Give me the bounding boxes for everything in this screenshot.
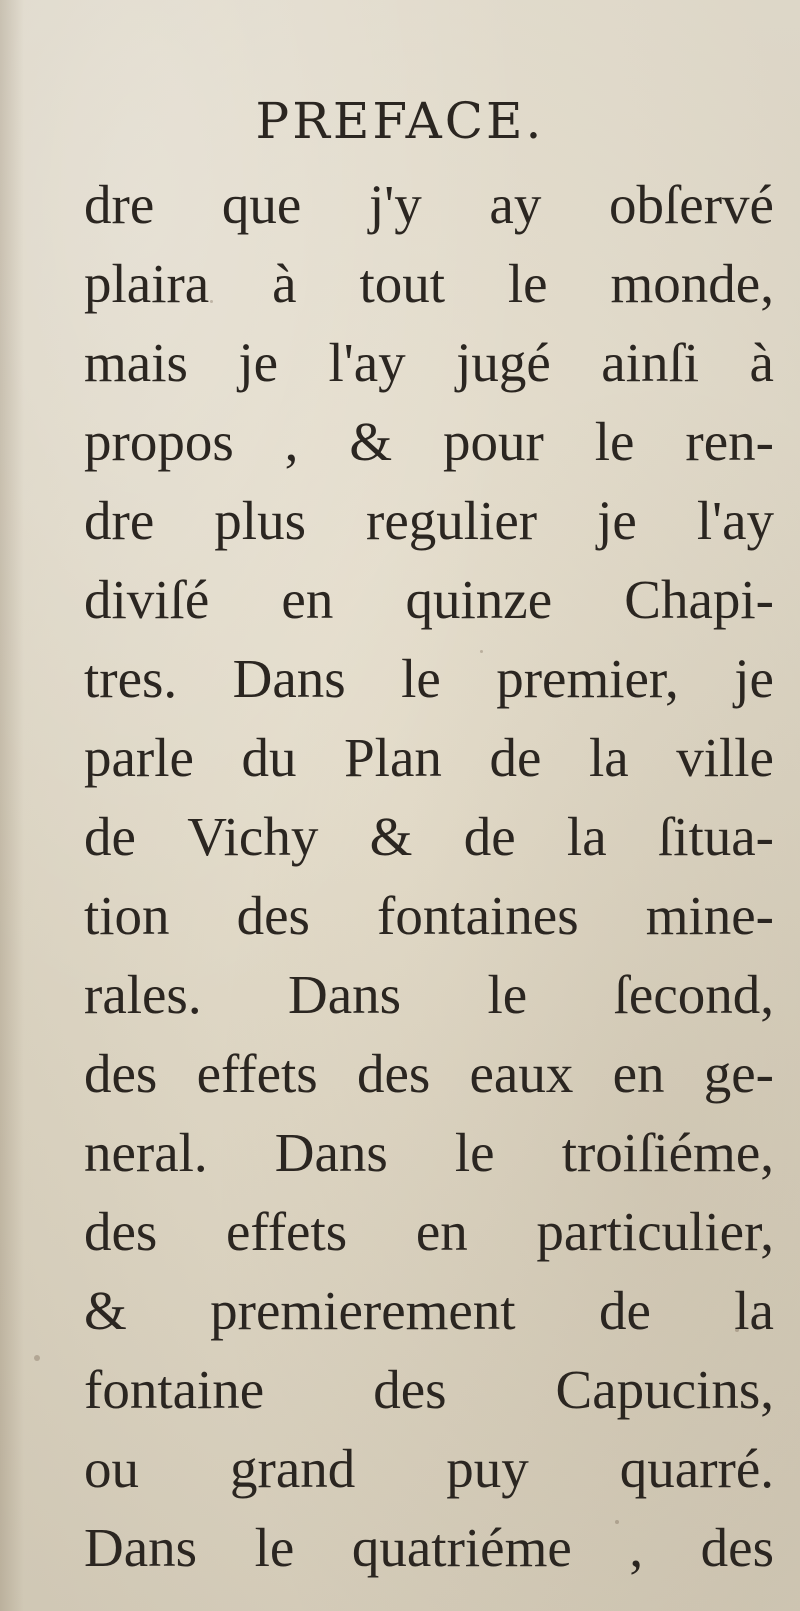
word: fontaines bbox=[377, 885, 579, 946]
word: fontaine bbox=[84, 1359, 265, 1420]
word: ou bbox=[84, 1438, 139, 1499]
word: de bbox=[84, 806, 136, 867]
text-line bbox=[84, 797, 774, 876]
word: le bbox=[594, 411, 635, 472]
word: tres. bbox=[84, 648, 178, 709]
word: Dans bbox=[84, 1517, 198, 1578]
word: effets bbox=[196, 1043, 318, 1104]
body-text bbox=[84, 165, 774, 1587]
word: & bbox=[369, 806, 413, 867]
word: à bbox=[749, 332, 774, 393]
word: la bbox=[588, 727, 629, 788]
word: rales. bbox=[84, 964, 202, 1025]
word: dre bbox=[84, 490, 155, 551]
running-head: PREFACE. bbox=[255, 92, 545, 150]
word: Dans bbox=[274, 1122, 388, 1183]
word: je bbox=[597, 490, 637, 551]
word: Dans bbox=[288, 964, 402, 1025]
text-line bbox=[84, 1350, 774, 1429]
paper-speck bbox=[34, 1355, 40, 1361]
text-line bbox=[84, 955, 774, 1034]
word: des bbox=[356, 1043, 431, 1104]
word: j'y bbox=[369, 174, 422, 235]
word: & bbox=[349, 411, 393, 472]
word: mais bbox=[84, 332, 188, 393]
word: premierement bbox=[210, 1280, 516, 1341]
word: regulier bbox=[366, 490, 538, 551]
word: particulier, bbox=[536, 1201, 774, 1262]
word: neral. bbox=[84, 1122, 208, 1183]
word: le bbox=[507, 253, 548, 314]
word: à bbox=[272, 253, 297, 314]
word: diviſé bbox=[84, 569, 210, 630]
word: monde, bbox=[610, 253, 774, 314]
word: Vichy bbox=[187, 806, 319, 867]
word: ren- bbox=[685, 411, 774, 472]
word: ſecond, bbox=[613, 964, 774, 1025]
word: pour bbox=[443, 411, 544, 472]
word: obſervé bbox=[609, 174, 774, 235]
word: le bbox=[454, 1122, 495, 1183]
word: grand bbox=[230, 1438, 356, 1499]
text-line bbox=[84, 1113, 774, 1192]
word: des bbox=[84, 1043, 158, 1104]
text-line bbox=[84, 1508, 774, 1587]
word: quinze bbox=[405, 569, 553, 630]
word: ge- bbox=[703, 1043, 774, 1104]
word: plus bbox=[214, 490, 306, 551]
text-line bbox=[84, 481, 774, 560]
word: le bbox=[487, 964, 528, 1025]
word: ainſi bbox=[601, 332, 700, 393]
page-gutter-shadow bbox=[0, 0, 24, 1611]
text-line bbox=[84, 1034, 774, 1113]
text-line bbox=[84, 1192, 774, 1271]
text-line bbox=[84, 639, 774, 718]
word: la bbox=[566, 806, 607, 867]
text-line bbox=[84, 402, 774, 481]
word: plaira bbox=[84, 253, 210, 314]
text-line bbox=[84, 1271, 774, 1350]
word: je bbox=[238, 332, 279, 393]
word: je bbox=[734, 648, 774, 709]
word: , bbox=[284, 411, 299, 472]
word: puy bbox=[446, 1438, 529, 1499]
word: propos bbox=[84, 411, 234, 472]
word: Chapi- bbox=[624, 569, 774, 630]
word: premier, bbox=[496, 648, 679, 709]
word: des bbox=[700, 1517, 774, 1578]
word: effets bbox=[226, 1201, 348, 1262]
word: en bbox=[612, 1043, 665, 1104]
word: tout bbox=[359, 253, 445, 314]
word: mine- bbox=[645, 885, 774, 946]
word: de bbox=[489, 727, 542, 788]
text-line bbox=[84, 244, 774, 323]
word: l'ay bbox=[696, 490, 774, 551]
text-line bbox=[84, 165, 774, 244]
text-line bbox=[84, 876, 774, 955]
word: troiſiéme, bbox=[561, 1122, 774, 1183]
word: quatriéme bbox=[351, 1517, 572, 1578]
word: le bbox=[254, 1517, 295, 1578]
word: ville bbox=[676, 727, 774, 788]
text-line bbox=[84, 323, 774, 402]
text-line bbox=[84, 1429, 774, 1508]
word: le bbox=[401, 648, 441, 709]
word: en bbox=[281, 569, 334, 630]
word: de bbox=[463, 806, 516, 867]
word: de bbox=[598, 1280, 651, 1341]
word: en bbox=[415, 1201, 468, 1262]
word: quarré. bbox=[619, 1438, 774, 1499]
word: la bbox=[734, 1280, 774, 1341]
word: des bbox=[236, 885, 310, 946]
text-line bbox=[84, 560, 774, 639]
word: dre bbox=[84, 174, 155, 235]
word: , bbox=[629, 1517, 644, 1578]
word: ay bbox=[489, 174, 542, 235]
text-line bbox=[84, 718, 774, 797]
word: & bbox=[84, 1280, 127, 1341]
word: eaux bbox=[469, 1043, 574, 1104]
word: Plan bbox=[344, 727, 442, 788]
word: ſitua- bbox=[657, 806, 774, 867]
word: que bbox=[221, 174, 302, 235]
word: du bbox=[241, 727, 297, 788]
word: des bbox=[373, 1359, 447, 1420]
word: des bbox=[84, 1201, 158, 1262]
word: l'ay bbox=[328, 332, 406, 393]
word: jugé bbox=[456, 332, 551, 393]
word: parle bbox=[84, 727, 194, 788]
word: tion bbox=[84, 885, 170, 946]
word: Capucins, bbox=[555, 1359, 774, 1420]
word: Dans bbox=[232, 648, 346, 709]
